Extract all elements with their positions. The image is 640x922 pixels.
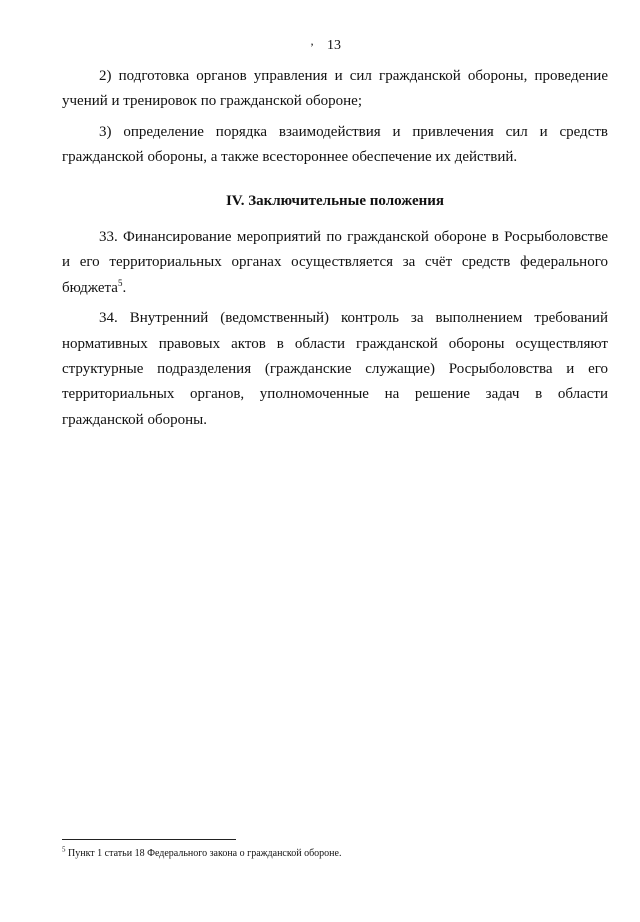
paragraph-item-33 [62,225,608,301]
section-heading: IV. Заключительные положения [225,192,445,209]
paragraph-item-33-text: 33. Финансирование мероприятий по гражданской обороне в Росрыболовстве и его территориальных органах осуществляется за счёт средств федерального бюджета [62,229,608,296]
page-number: 13 [327,38,341,53]
paragraph-item-33-end: . [122,279,127,296]
paragraph-item-2: 2) подготовка органов управления и сил гражданской обороны, проведение учений и тренировок по гражданской обороне; [62,68,608,110]
page-header [0,38,640,54]
paragraph-item-34: 34. Внутренний (ведомственный) контроль за выполнением требований нормативных правовых актов в области гражданской обороны осуществляют структурные подразделения (гражданские служащие) Росрыболовства и его территориальных органов, уполномоченные на решение задач в области гражданской обороны. [62,310,608,428]
page-mark: ’ [310,40,314,54]
document-body [62,64,608,438]
footnote [62,847,608,861]
footnote-divider [62,839,236,840]
footnote-text: Пункт 1 статьи 18 Федерального закона о гражданской обороне. [65,848,342,859]
footnote-marker: 5 [62,845,66,854]
footnote-reference[interactable]: 5 [117,277,123,288]
paragraph-item-3: 3) определение порядка взаимодействия и привлечения сил и средств гражданской обороны, а также всестороннее обеспечение их действий. [62,123,608,166]
